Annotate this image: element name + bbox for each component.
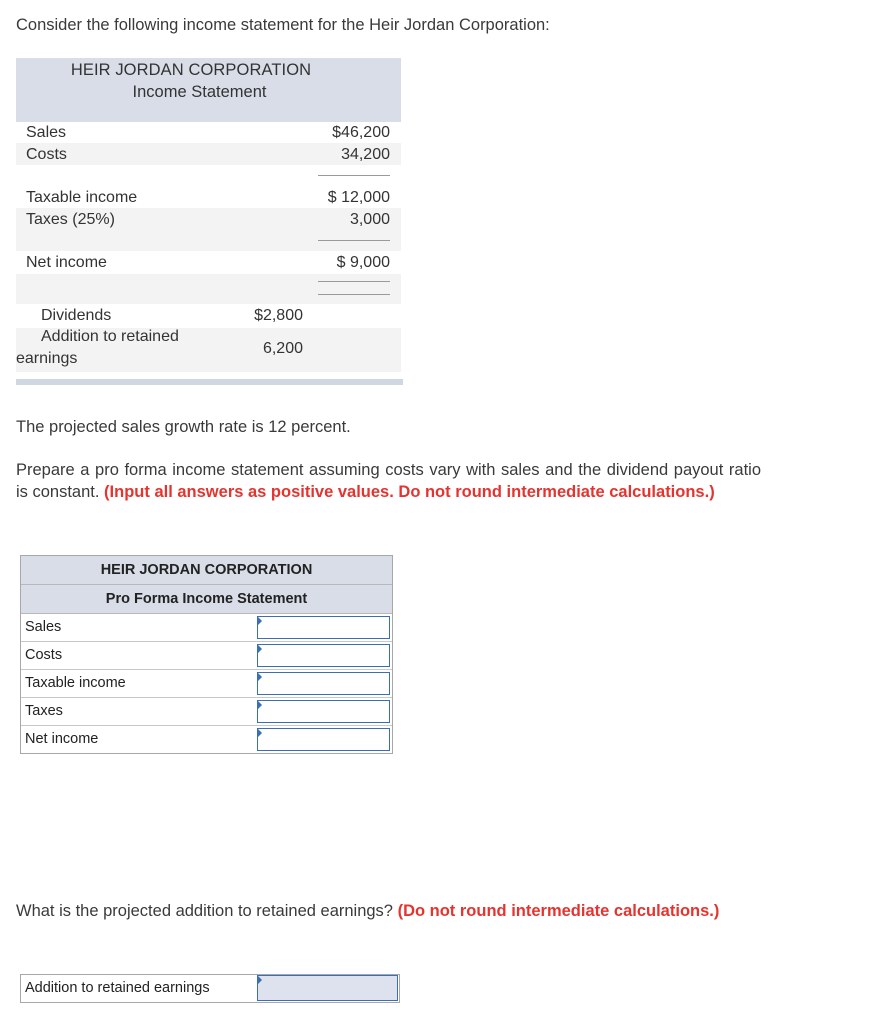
pro-forma-taxes-input[interactable] [257, 700, 390, 723]
income-statement-subtitle: Income Statement [132, 83, 267, 101]
income-statement-title: HEIR JORDAN CORPORATION [70, 61, 312, 79]
pro-forma-costs-input[interactable] [257, 644, 390, 667]
instruction-main: Prepare a pro forma income statement assuming costs vary with sales and the dividend payout ratio is constant. [16, 461, 761, 501]
underline [318, 175, 390, 176]
growth-text: The projected sales growth rate is 12 percent. [16, 418, 351, 436]
pro-forma-table [20, 555, 393, 754]
pro-forma-taxable-income-input[interactable] [257, 672, 390, 695]
addition-retained-field-label: Addition to retained earnings [25, 980, 210, 996]
table-row [21, 726, 392, 753]
income-statement-header [16, 58, 401, 122]
income-statement [16, 58, 402, 386]
table-row [21, 698, 392, 726]
pro-forma-net-income-label: Net income [25, 731, 99, 747]
question-text [16, 900, 761, 922]
instruction-emphasis: (Input all answers as positive values. Do not round intermediate calculations.) [104, 483, 715, 501]
addition-retained-label-line1: Addition to retained [41, 328, 179, 345]
table-row [21, 642, 392, 670]
table-bottom-bar [16, 379, 403, 385]
taxes-label: Taxes (25%) [26, 211, 115, 228]
taxes-value: 3,000 [349, 211, 390, 228]
table-row [21, 670, 392, 698]
double-underline [318, 281, 390, 282]
pro-forma-taxable-income-label: Taxable income [25, 675, 126, 691]
net-income-value: $ 9,000 [336, 254, 390, 271]
instruction-text [16, 459, 761, 503]
pro-forma-taxes-label: Taxes [25, 703, 63, 719]
net-income-label: Net income [26, 254, 107, 271]
table-row [21, 614, 392, 642]
taxable-income-value: $ 12,000 [327, 189, 390, 206]
costs-label: Costs [26, 146, 67, 163]
taxable-income-label: Taxable income [26, 189, 138, 206]
question-emphasis: (Do not round intermediate calculations.) [397, 902, 720, 920]
pro-forma-sales-label: Sales [25, 619, 62, 635]
costs-value: 34,200 [341, 146, 390, 163]
addition-retained-label-line2: earnings [16, 350, 78, 367]
double-underline [318, 294, 390, 295]
addition-retained-value: 6,200 [262, 340, 303, 357]
dividends-label: Dividends [41, 307, 112, 324]
sales-label: Sales [26, 124, 67, 141]
sales-value: $46,200 [332, 124, 390, 141]
row-band [16, 274, 401, 304]
addition-retained-input[interactable] [257, 975, 398, 1001]
addition-retained-row [20, 974, 400, 1003]
pro-forma-subtitle: Pro Forma Income Statement [21, 585, 392, 614]
underline [318, 240, 390, 241]
pro-forma-sales-input[interactable] [257, 616, 390, 639]
intro-text: Consider the following income statement for the Heir Jordan Corporation: [16, 16, 550, 34]
question-main: What is the projected addition to retained earnings? [16, 902, 398, 920]
dividends-value: $2,800 [254, 307, 303, 324]
pro-forma-net-income-input[interactable] [257, 728, 390, 751]
pro-forma-title: HEIR JORDAN CORPORATION [21, 556, 392, 585]
pro-forma-costs-label: Costs [25, 647, 63, 663]
